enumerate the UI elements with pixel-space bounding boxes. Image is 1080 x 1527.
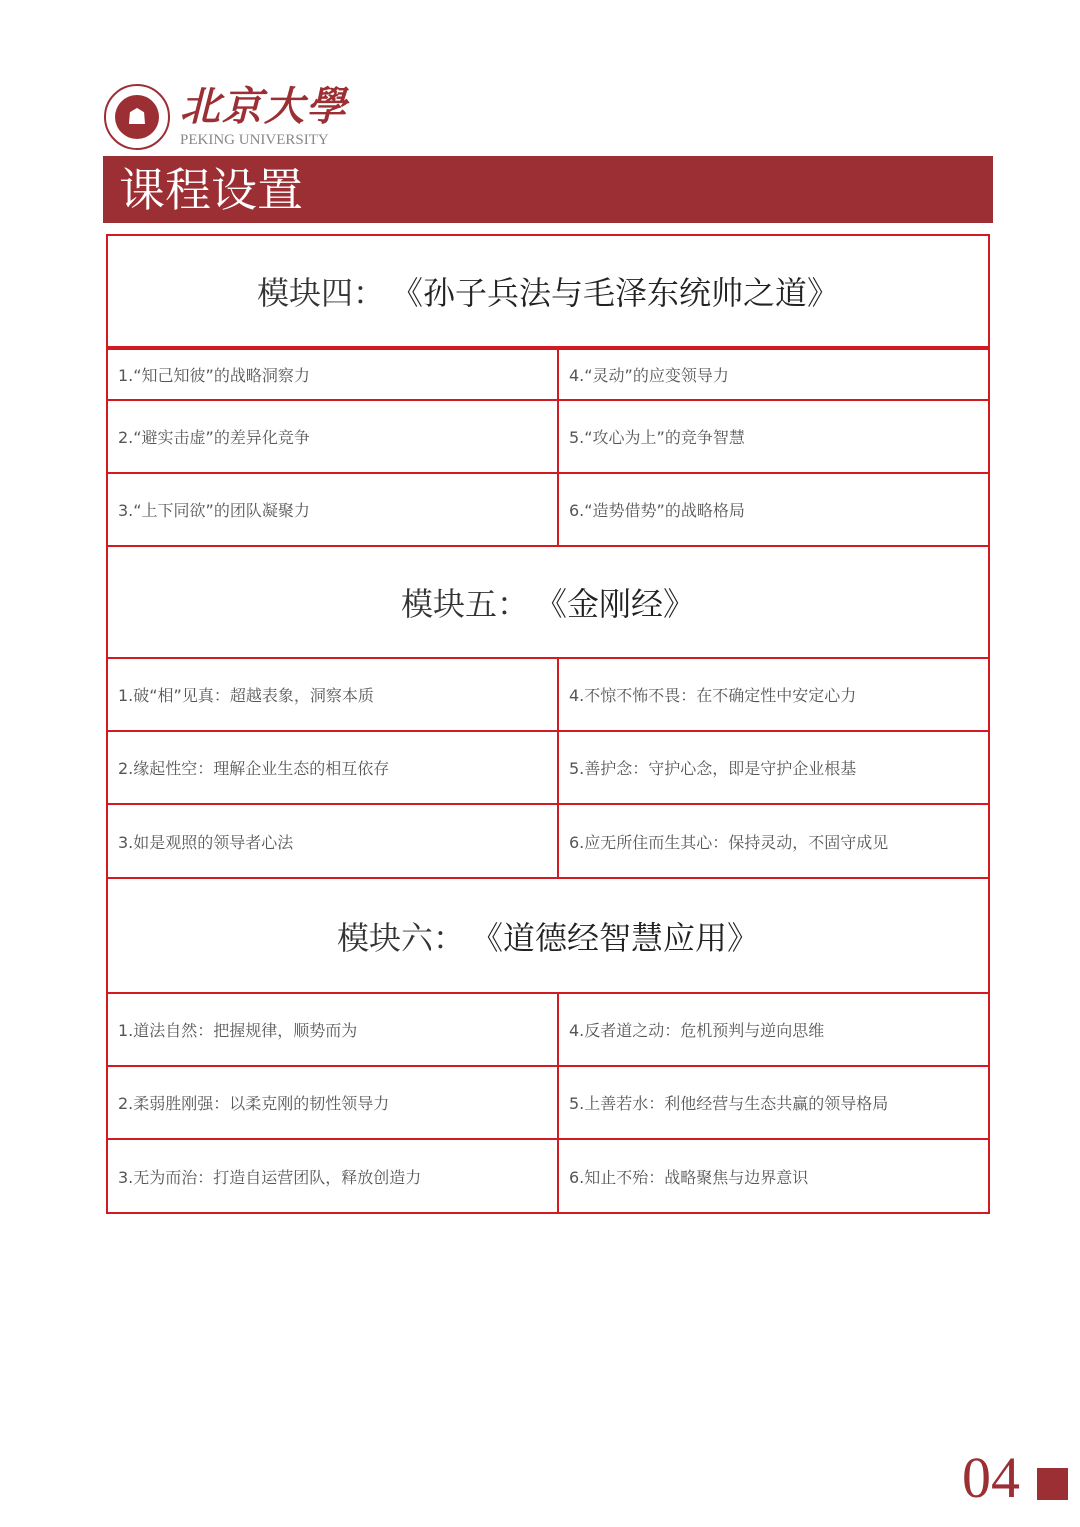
- table-row: [107, 1139, 989, 1213]
- course-topic: 5.“攻心为上”的竞争智慧: [558, 400, 989, 473]
- course-topic: 6.知止不殆：战略聚焦与边界意识: [558, 1139, 989, 1213]
- module-title: 《金刚经》: [551, 585, 696, 623]
- module-label: 模块四：: [256, 274, 385, 312]
- module-header: [107, 235, 989, 348]
- table-row: [107, 993, 989, 1066]
- course-topic: 6.应无所住而生其心：保持灵动，不固守成见: [558, 804, 989, 878]
- course-topic: 2.“避实击虚”的差异化竞争: [107, 400, 558, 473]
- course-topic: 2.缘起性空：理解企业生态的相互依存: [107, 731, 558, 804]
- course-topic: 3.无为而治：打造自运营团队，释放创造力: [107, 1139, 558, 1213]
- course-topic: 3.“上下同欲”的团队凝聚力: [107, 473, 558, 546]
- module-title: 《孙子兵法与毛泽东统帅之道》: [407, 274, 840, 312]
- table-row: [107, 731, 989, 804]
- course-topic: 4.不惊不怖不畏：在不确定性中安定心力: [558, 658, 989, 731]
- course-topic: 5.善护念：守护心念，即是守护企业根基: [558, 731, 989, 804]
- peking-university-logo: [104, 84, 348, 150]
- course-topic: 1.“知己知彼”的战略洞察力: [107, 348, 558, 400]
- page-number: 04: [962, 1445, 1020, 1510]
- course-topic: 2.柔弱胜刚强：以柔克刚的韧性领导力: [107, 1066, 558, 1139]
- page-marker-square: [1037, 1468, 1068, 1500]
- module-header: [107, 878, 989, 993]
- section-banner: [103, 156, 993, 223]
- university-seal-icon: ☗: [104, 84, 170, 150]
- table-row: [107, 658, 989, 731]
- table-row: [107, 473, 989, 546]
- module-header: [107, 546, 989, 658]
- course-topic: 4.“灵动”的应变领导力: [558, 348, 989, 400]
- table-row: [107, 1066, 989, 1139]
- course-topic: 1.破“相”见真：超越表象，洞察本质: [107, 658, 558, 731]
- table-row: [107, 348, 989, 400]
- logo-en: PEKING UNIVERSITY: [180, 132, 329, 148]
- table-row: [107, 400, 989, 473]
- course-topic: 4.反者道之动：危机预判与逆向思维: [558, 993, 989, 1066]
- module-label: 模块五：: [400, 585, 529, 623]
- course-topic: 6.“造势借势”的战略格局: [558, 473, 989, 546]
- module-title: 《道德经智慧应用》: [487, 918, 760, 957]
- table-row: [107, 804, 989, 878]
- course-topic: 1.道法自然：把握规律，顺势而为: [107, 993, 558, 1066]
- course-topic: 5.上善若水：利他经营与生态共赢的领导格局: [558, 1066, 989, 1139]
- course-topic: 3.如是观照的领导者心法: [107, 804, 558, 878]
- logo-cn: 北京大學: [180, 83, 348, 130]
- module-label: 模块六：: [336, 918, 465, 957]
- course-table: [106, 234, 990, 1214]
- section-title: 课程设置: [119, 163, 303, 217]
